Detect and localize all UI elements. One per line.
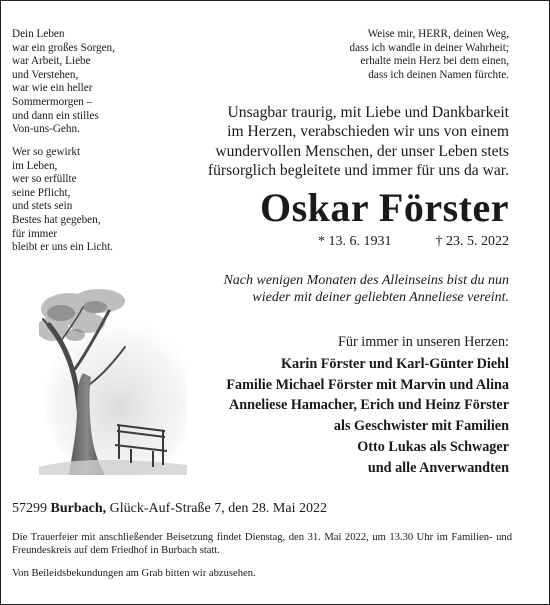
mourners-heading: Für immer in unseren Herzen: [338, 334, 509, 350]
address-date: Glück-Auf-Straße 7, den 28. Mai 2022 [109, 501, 327, 516]
poem-line: seine Pflicht, [12, 186, 71, 199]
poem-left-first [12, 28, 115, 137]
poem-line: und stets sein [12, 200, 73, 213]
mourner-line: Otto Lukas als Schwager [357, 438, 509, 455]
condolence-note: Von Beileidsbekundungen am Grab bitten wir abzusehen. [12, 568, 256, 579]
intro-line: im Herzen, verabschieden wir uns von einem [227, 123, 509, 141]
tree-bench-illustration [39, 289, 187, 475]
poem-line: Von-uns-Gehn. [12, 123, 80, 136]
birth-date: * 13. 6. 1931 [318, 234, 392, 249]
poem-line: Bestes hat gegeben, [12, 213, 101, 226]
poem-line: wer so erfüllte [12, 173, 77, 186]
verse-line: Weise mir, HERR, deinen Weg, [367, 28, 509, 40]
poem-line: für immer [12, 227, 58, 240]
funeral-note: Die Trauerfeier mit anschließender Beisetzung findet Dienstag, den 31. Mai 2022, um 13.30 Uhr im Familien- und Freundeskreis auf dem Friedhof in Burbach statt. [12, 532, 512, 557]
poem-line: Wer so gewirkt [12, 146, 81, 158]
zip-code: 57299 [12, 501, 47, 516]
life-dates [318, 234, 509, 250]
poem-line: Sommermorgen – [12, 95, 93, 108]
verse-line: erhalte mein Herz bei dem einen, [360, 55, 509, 68]
memorial-quote [223, 272, 509, 306]
poem-line: Dein Leben [12, 28, 65, 40]
mourner-line: Anneliese Hamacher, Erich und Heinz Förster [228, 397, 509, 414]
poem-line: und Verstehen, [12, 68, 79, 81]
mourner-line: und alle Anverwandten [367, 459, 509, 476]
mourners-block [226, 332, 509, 479]
mourner-line: Karin Förster und Karl-Günter Diehl [280, 355, 509, 372]
poem-line: und dann ein stilles [12, 109, 99, 122]
poem-line: bleibt er uns ein Licht. [12, 241, 113, 254]
quote-line: wieder mit deiner geliebten Anneliese vereint. [252, 290, 509, 305]
verse-line: dass ich deinen Namen fürchte. [368, 68, 509, 81]
place-date-line [12, 501, 327, 517]
verse-line: dass ich wandle in deiner Wahrheit; [349, 41, 509, 54]
poem-line: war ein großes Sorgen, [12, 41, 115, 54]
mourner-line: Familie Michael Förster mit Marvin und Alina [226, 376, 509, 393]
bible-verse [349, 28, 509, 82]
intro-line: fürsorglich begleitete und immer für uns da war. [207, 161, 509, 179]
poem-line: im Leben, [12, 159, 58, 172]
mourner-line: als Geschwister mit Familien [333, 418, 509, 435]
intro-line: wundervollen Menschen, der unser Leben stets [215, 142, 509, 160]
intro-text [208, 103, 509, 180]
quote-line: Nach wenigen Monaten des Alleinseins bist du nun [223, 273, 509, 288]
town: Burbach, [50, 501, 107, 516]
deceased-name: Oskar Förster [259, 185, 509, 230]
poem-left-second [12, 146, 113, 255]
intro-line: Unsagbar traurig, mit Liebe und Dankbarkeit [227, 104, 509, 121]
poem-line: war wie ein heller [12, 82, 93, 95]
poem-line: war Arbeit, Liebe [12, 55, 91, 68]
death-date: † 23. 5. 2022 [435, 234, 509, 249]
